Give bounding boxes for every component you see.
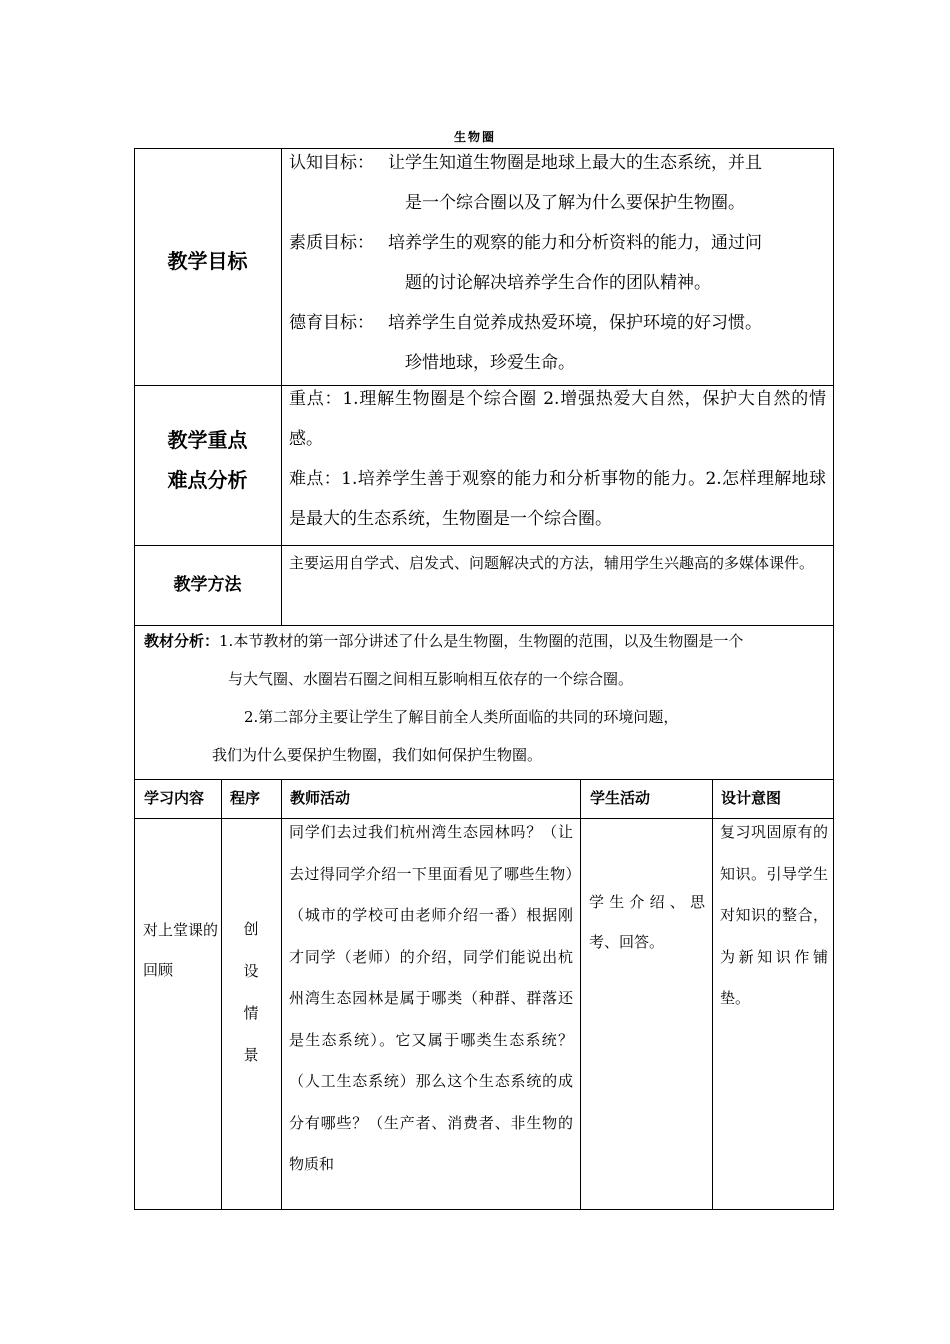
procedure-char: 创 — [243, 920, 259, 938]
row-procedure — [221, 908, 281, 1076]
cognitive-line1: 让学生知道生物圈是地球上最大的生态系统，并且 — [388, 153, 762, 173]
focus-text: 重点：1.理解生物圈是个综合圈 2.增强热爱大自然，保护大自然的情感。 — [289, 389, 826, 449]
header-content: 学习内容 — [144, 789, 205, 807]
analysis-line2: 与大气圈、水圈岩石圈之间相互影响相互依存的一个综合圈。 — [228, 670, 634, 688]
analysis-content — [144, 622, 830, 774]
header-student: 学生活动 — [590, 789, 651, 807]
divider — [580, 779, 581, 1210]
cognitive-line2: 是一个综合圈以及了解为什么要保护生物圈。 — [405, 193, 745, 213]
row-teacher: 同学们去过我们杭州湾生态园林吗？（让去过得同学介绍一下里面看见了哪些生物）（城市的学校可由老师介绍一番）根据刚才同学（老师）的介绍，同学们能说出杭州湾生态园林是属于哪类（种群、群落还是生态系统）。它又属于哪类生态系统？（人工生态系统）那么这个生态系统的成分有哪些？（生产者、消费者、非生物的物质和 — [289, 823, 573, 1173]
divider — [134, 779, 834, 780]
analysis-line1: 1.本节教材的第一部分讲述了什么是生物圈，生物圈的范围，以及生物圈是一个 — [219, 632, 744, 650]
moral-key: 德育目标： — [289, 313, 374, 333]
moral-line1: 培养学生自觉养成热爱环境，保护环境的好习惯。 — [388, 313, 762, 333]
difficulty-text: 难点：1.培养学生善于观察的能力和分析事物的能力。2.怎样理解地球是最大的生态系统，生物圈是一个综合圈。 — [289, 469, 826, 529]
procedure-char: 情 — [243, 1004, 259, 1022]
row-student: 学生介绍、思考、回答。 — [589, 893, 705, 951]
row-intent: 复习巩固原有的知识。引导学生对知识的整合，为新知识作铺垫。 — [720, 823, 828, 1007]
key-points-label — [134, 420, 281, 500]
header-procedure: 程序 — [230, 789, 261, 807]
method-label: 教学方法 — [173, 575, 242, 595]
analysis-label: 教材分析： — [144, 632, 220, 650]
key-points-content — [289, 379, 826, 539]
divider — [712, 779, 713, 1210]
document-title: 生物圈 — [453, 130, 496, 144]
objectives-content — [289, 143, 829, 383]
divider — [281, 148, 282, 625]
quality-line2: 题的讨论解决培养学生合作的团队精神。 — [405, 273, 711, 293]
analysis-line4: 我们为什么要保护生物圈，我们如何保护生物圈。 — [212, 746, 543, 764]
key-points-label-line1: 教学重点 — [167, 428, 248, 452]
analysis-line3: 2.第二部分主要让学生了解目前全人类所面临的共同的环境问题， — [244, 708, 679, 726]
moral-line2: 珍惜地球，珍爱生命。 — [405, 353, 575, 373]
objectives-label: 教学目标 — [167, 249, 248, 273]
row-content: 对上堂课的回顾 — [143, 921, 219, 979]
quality-key: 素质目标： — [289, 233, 374, 253]
procedure-char: 景 — [243, 1046, 259, 1064]
key-points-label-line2: 难点分析 — [167, 468, 248, 492]
quality-line1: 培养学生的观察的能力和分析资料的能力，通过问 — [388, 233, 762, 253]
header-intent: 设计意图 — [721, 789, 782, 807]
cognitive-key: 认知目标： — [289, 153, 374, 173]
header-teacher: 教师活动 — [290, 789, 351, 807]
method-text: 主要运用自学式、启发式、问题解决式的方法，辅用学生兴趣高的多媒体课件。 — [289, 554, 815, 572]
procedure-char: 设 — [243, 962, 259, 980]
divider — [281, 779, 282, 1210]
